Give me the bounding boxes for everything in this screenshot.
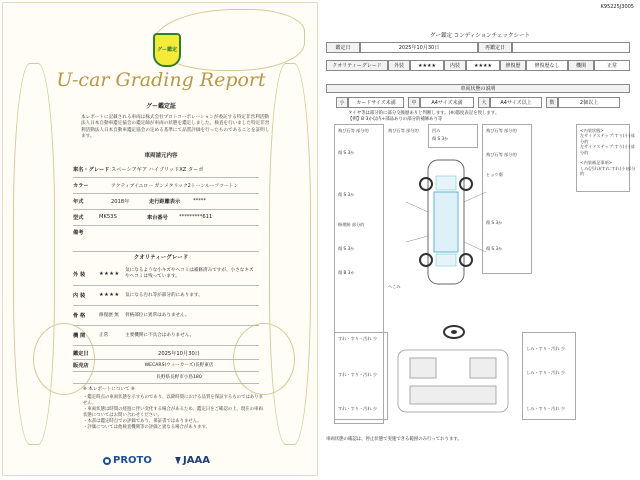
appraisal-date-value: 2025年10月30日 bbox=[158, 350, 200, 357]
appraisal-date-label: 鑑定日 bbox=[326, 42, 360, 53]
vehicle-name-label: 車名・グレード bbox=[73, 166, 110, 173]
size-medium-value: A4サイズ未満 bbox=[420, 97, 474, 108]
chassis-label: 車台番号 bbox=[147, 214, 168, 221]
quality-engine-row bbox=[73, 325, 259, 346]
sheet-footer: 車両状態の確認は、停止状態で実施できる範囲のみ行っております。 bbox=[326, 437, 462, 442]
rear-window bbox=[436, 254, 456, 266]
interior-label-3: しみ・すり・汚れ 少 bbox=[526, 370, 566, 375]
quality-engine-note: 主要機関に不具合はありません。 bbox=[125, 333, 195, 338]
grade-label: クオリティーグレード bbox=[326, 60, 388, 71]
rear-seat bbox=[410, 386, 496, 404]
label-left-4: 修理跡 部分的 bbox=[338, 222, 365, 227]
appraisal-date-label: 鑑定日 bbox=[73, 350, 89, 357]
proto-logo-text: PROTO bbox=[113, 455, 152, 466]
size-count-value: 2個以上 bbox=[558, 97, 620, 108]
label-left-5: 傷 S 3か bbox=[338, 246, 355, 251]
interior-label-1: すれ・すり・汚れ 少 bbox=[338, 336, 378, 341]
grade-exterior-value: ★★★★ bbox=[410, 60, 444, 71]
grade-engine-value: 正常 bbox=[594, 60, 630, 71]
pointer-line-2 bbox=[464, 192, 486, 202]
proto-logo-icon bbox=[103, 457, 111, 465]
grade-repair-label: 修復歴 bbox=[500, 60, 526, 71]
interior-seat-diagram bbox=[388, 348, 518, 414]
quality-interior-row bbox=[73, 285, 259, 306]
appraisal-date-value: 2025年10月30日 bbox=[360, 42, 478, 53]
mileage-label: 走行距離表示 bbox=[149, 198, 181, 205]
size-small-value: カードサイズ未満 bbox=[348, 97, 404, 108]
quality-engine-value: 正常 bbox=[99, 333, 109, 338]
quality-interior-stars: ★★★★ bbox=[99, 292, 120, 298]
quality-frame-row bbox=[73, 305, 259, 326]
size-count-key: 数 bbox=[546, 97, 558, 108]
front-right-wheel bbox=[460, 178, 472, 190]
side-note: <内装状態> 左サイドステップ:すり(小)部分的 左サイドステップ:すり(小)部分的 <内装補足事項> しみ(汚れ)/すれ:すれ(小)部分的 bbox=[580, 128, 636, 177]
remarks-label: 備考 bbox=[73, 230, 84, 236]
chassis-value: *********611 bbox=[179, 214, 213, 220]
dealer-address-row bbox=[73, 371, 259, 384]
quality-interior-label: 内 装 bbox=[73, 292, 86, 299]
size-medium-key: 中 bbox=[408, 97, 420, 108]
front-left-seat bbox=[410, 358, 436, 378]
interior-label-4: すれ・すり・汚れ 少 bbox=[338, 372, 378, 377]
pointer-line-3 bbox=[406, 236, 428, 242]
notes-title: ※ 本レポートについて ※ bbox=[83, 387, 135, 392]
vehicle-section-title: 車両請元内容 bbox=[144, 153, 178, 159]
jaaa-logo-text: JAAA bbox=[183, 455, 210, 466]
interior-label-5: すれ・すり・汚れ 少 bbox=[338, 406, 378, 411]
front-left-wheel bbox=[420, 178, 432, 190]
certificate-subtitle: グー鑑定証 bbox=[145, 103, 176, 110]
pointer-line-1 bbox=[406, 202, 428, 212]
grade-engine-label: 機関 bbox=[568, 60, 594, 71]
condition-check-sheet bbox=[322, 2, 638, 476]
label-right-5: 傷 S 3か bbox=[486, 246, 503, 251]
quality-interior-note: 気になる汚れ等が部分的にあります。 bbox=[125, 293, 203, 298]
steering-wheel-icon bbox=[442, 324, 466, 340]
grade-exterior-label: 外装 bbox=[388, 60, 410, 71]
grade-interior-label: 内装 bbox=[444, 60, 466, 71]
interior-label-2: しみ・すり・汚れ 少 bbox=[526, 346, 566, 351]
vehicle-model-row bbox=[73, 209, 259, 226]
interior-label-6: しみ・すり・汚れ 少 bbox=[526, 406, 566, 411]
pointer-line-4 bbox=[464, 242, 486, 252]
windshield bbox=[436, 176, 456, 190]
certificate-title: U-car Grading Report bbox=[56, 69, 266, 91]
goo-emblem bbox=[153, 33, 181, 67]
reappraisal-label: 再鑑定日 bbox=[478, 42, 512, 53]
front-right-seat bbox=[470, 358, 496, 378]
label-mid-2: 傷 S 3か bbox=[432, 136, 449, 141]
label-left-2: 傷 S 3か bbox=[338, 150, 355, 155]
vehicle-year-row bbox=[73, 193, 259, 210]
size-large-key: 大 bbox=[478, 97, 490, 108]
label-mid-3: 飛び石等 部分的 bbox=[388, 128, 419, 133]
rear-right-wheel bbox=[460, 254, 472, 266]
quality-title: クオリティーグレード bbox=[133, 255, 189, 261]
jaaa-logo-icon bbox=[175, 457, 181, 465]
sheet-title: グー鑑定 コンディションチェックシート bbox=[429, 33, 531, 39]
grade-repair-value: 修復歴なし bbox=[526, 60, 568, 71]
label-right-1: 飛び石等 部分的 bbox=[486, 128, 517, 133]
legend-note-example: 【例】B 3か以内+部品ありの部分的補修あり等 bbox=[348, 117, 443, 122]
dealer-name: WECARS(ウィーカーズ)長野東店 bbox=[144, 363, 214, 368]
vehicle-year-value: 2018年 bbox=[111, 198, 130, 205]
label-mid-1: 凹み bbox=[432, 128, 441, 133]
status-title: 車両状態の説明 bbox=[326, 84, 630, 93]
label-left-3: 傷 S 3か bbox=[338, 192, 355, 197]
label-left-7: へこみ bbox=[388, 284, 401, 289]
vehicle-color-label: カラー bbox=[73, 182, 89, 189]
model-label: 型式 bbox=[73, 214, 84, 221]
remarks-row bbox=[73, 225, 259, 252]
grading-certificate bbox=[2, 2, 318, 476]
quality-engine-label: 機 関 bbox=[73, 332, 86, 339]
quality-exterior-label: 外 装 bbox=[73, 271, 86, 278]
vehicle-name-row bbox=[73, 161, 259, 178]
notes-body: ・鑑定時点の車両状態を示すものであり、以降時間における品質を保証するものではありません。 ・車両状態は時間の経過に伴い変化する場合があるため、鑑定日をご確認の上、現在の車両状態についてはお問い合わせください。 ・本書は鑑定時点での評価であり、保証書ではありません。 ・評価については他検査機関等の評価と異なる場合があります。 bbox=[83, 395, 264, 430]
size-large-value: A4サイズ以上 bbox=[490, 97, 542, 108]
quality-exterior-stars: ★★★★ bbox=[99, 271, 120, 277]
mileage-value: ***** bbox=[193, 198, 206, 204]
proto-logo bbox=[103, 455, 152, 466]
quality-frame-label: 骨 格 bbox=[73, 312, 86, 319]
vehicle-name-value: スペーシアギア ハイブリッドXZ ターボ bbox=[111, 166, 204, 173]
car-glass-area bbox=[434, 192, 458, 252]
legend-note: タイヤ等は部分的に部分交換歴ありと判断します。(※)都度表記を致します。 bbox=[348, 111, 500, 116]
label-left-1: 飛び石等 部分的 bbox=[338, 128, 369, 133]
dealer-label: 販売店 bbox=[73, 362, 89, 369]
quality-exterior-note: 気になるような小キズやヘコミは補修済みですが、小さなキズやヘコミは残っています。 bbox=[125, 268, 254, 279]
sheet-code: K95225J3005 bbox=[600, 4, 634, 10]
vehicle-year-label: 年式 bbox=[73, 198, 84, 205]
size-small-key: 小 bbox=[336, 97, 348, 108]
model-value: MK53S bbox=[99, 214, 117, 220]
label-right-3: ヒョウ傷 bbox=[486, 172, 503, 177]
label-left-6: 傷 B 3か bbox=[338, 270, 355, 275]
label-right-2: 飛び石等 部分的 bbox=[486, 152, 517, 157]
jaaa-logo bbox=[175, 455, 210, 466]
car-top-view-diagram bbox=[406, 152, 486, 292]
vehicle-color-row bbox=[73, 177, 259, 194]
quality-frame-value: 修復歴 無 bbox=[99, 313, 119, 318]
certificate-intro: 本レポートに記載される車両は株式会社プロトコーポレーションが委託する特定非営利活動法人日本自動車鑑定協会の鑑定師が車両の状態を鑑定しました。検査を行いました特定非営利活動法人日本自動車鑑定協会の定める基準にて品質評価を行ったものであることを証明します。 bbox=[81, 115, 270, 140]
label-right-4: 傷 S 3か bbox=[486, 220, 503, 225]
quality-frame-note: 骨格部位に異常はありません。 bbox=[125, 313, 190, 318]
reappraisal-value bbox=[512, 42, 630, 53]
emblem-text: グー鑑定 bbox=[156, 47, 177, 53]
rear-left-wheel bbox=[420, 254, 432, 266]
grade-interior-value: ★★★★ bbox=[466, 60, 500, 71]
vehicle-color-value: アクティブイエロー ガンメタリック2トーンルーフツートン bbox=[111, 183, 239, 189]
dealer-address: 長野県長野市小島180 bbox=[156, 375, 202, 380]
quality-exterior-row bbox=[73, 263, 259, 286]
